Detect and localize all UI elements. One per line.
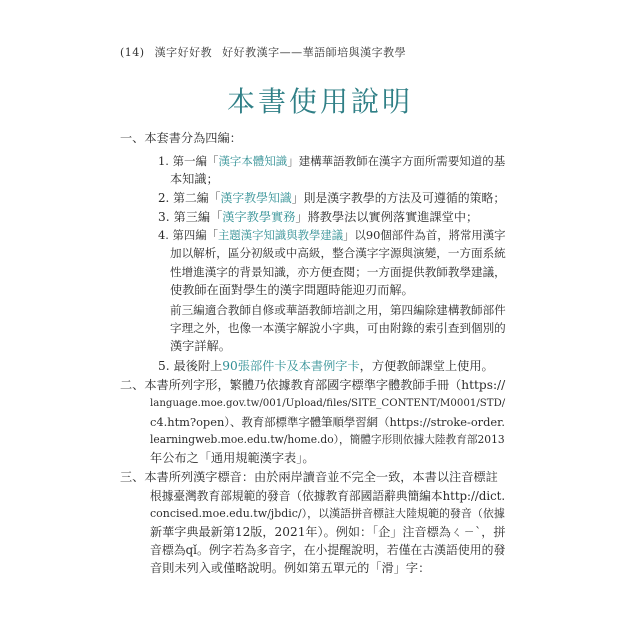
item-1-line-1 [158, 153, 505, 169]
item-1-prefix: 1. 第一編「 [158, 154, 219, 168]
item-2-text: 」則是漢字教學的方法及可遵循的策略； [291, 191, 506, 205]
section-3-line-4: 新華字典最新第12版，2021年）。例如：「企」注音標為ㄑㄧˋ，拼 [150, 525, 506, 539]
item-3-prefix: 3. 第三編「 [158, 210, 223, 224]
page-number: (14) [120, 46, 145, 59]
section-3-line-3: concised.moe.edu.tw/jbdic/），以漢語拼音標註大陸規範的發音（依據 [150, 507, 505, 520]
section-2-line-1: 二、本書所列字形，繁體乃依據教育部國字標準字體教師手冊（https:// [120, 378, 506, 392]
item-4-highlight: 主題漢字知識與教學建議 [217, 228, 344, 242]
item-5-text: ，方便教師課堂上使用。 [359, 359, 494, 373]
item-4-prefix: 4. 第四編「 [158, 228, 218, 242]
item-1-highlight: 漢字本體知識 [218, 154, 288, 168]
item-4-line-3: 性增進漢字的背景知識，亦方便查閱；一方面提供教師教學建議， [170, 265, 506, 279]
section-3-line-6: 音則未列入或僅略說明。例如第五單元的「滑」字： [150, 561, 431, 575]
item-2-line [158, 190, 505, 206]
section-title: 本書使用說明 [226, 85, 413, 118]
item-3-line [158, 209, 478, 225]
item-5-prefix: 5. 最後附上 [158, 359, 223, 373]
section-3-line-2: 根據臺灣教育部規範的發音（依據教育部國語辭典簡編本http://dict. [150, 489, 506, 503]
item-1-line-2: 本知識； [170, 172, 219, 186]
item-3-highlight: 漢字教學實務 [222, 210, 296, 224]
item-4-line-1 [158, 227, 505, 243]
section-1-heading: 一、本套書分為四編： [120, 131, 242, 145]
item-1-text: 」建構華語教師在漢字方面所需要知道的基 [287, 154, 506, 168]
paragraph-line-1: 前三編適合教師自修或華語教師培訓之用，第四編除建構教師部件 [170, 303, 506, 317]
section-3-line-1: 三、本書所列漢字標音：由於兩岸讀音並不完全一致，本書以注音標註 [120, 470, 498, 484]
section-2-line-2: language.moe.gov.tw/001/Upload/files/SITE_CONTENT/M0001/STD/ [150, 398, 506, 409]
section-2-line-5: 年公布之「通用規範漢字表」。 [150, 451, 315, 465]
book-subtitle: 好好教漢字——華語師培與漢字教學 [222, 46, 407, 59]
section-3-line-5: 音標為qǐ。例字若為多音字，在小提醒說明，若僅在古漢語使用的發 [150, 543, 506, 557]
paragraph-line-2: 字理之外，也像一本漢字解說小字典，可由附錄的索引查到個別的 [170, 321, 506, 335]
book-title: 漢字好好教 [154, 46, 213, 59]
item-4-text: 」以90個部件為首，將常用漢字 [343, 228, 506, 242]
paragraph-line-3: 漢字詳解。 [170, 339, 231, 353]
item-3-text: 」將教學法以實例落實進課堂中； [295, 210, 479, 224]
section-2-line-4: learningweb.moe.edu.tw/home.do），簡體字形則依據大陸教育部2013 [150, 433, 505, 446]
item-2-highlight: 漢字教學知識 [220, 191, 292, 205]
item-5-line [158, 358, 494, 374]
section-2-line-3: c4.htm?open）、教育部標準字體筆順學習網（https://stroke-order. [150, 415, 505, 429]
item-2-prefix: 2. 第二編「 [158, 191, 221, 205]
item-4-line-4: 使教師在面對學生的漢字問題時能迎刃而解。 [170, 283, 414, 297]
item-4-line-2: 加以解析，區分初級或中高級，整合漢字字源與演變，一方面系統 [170, 246, 506, 260]
item-5-highlight: 90張部件卡及本書例字卡 [222, 359, 360, 373]
